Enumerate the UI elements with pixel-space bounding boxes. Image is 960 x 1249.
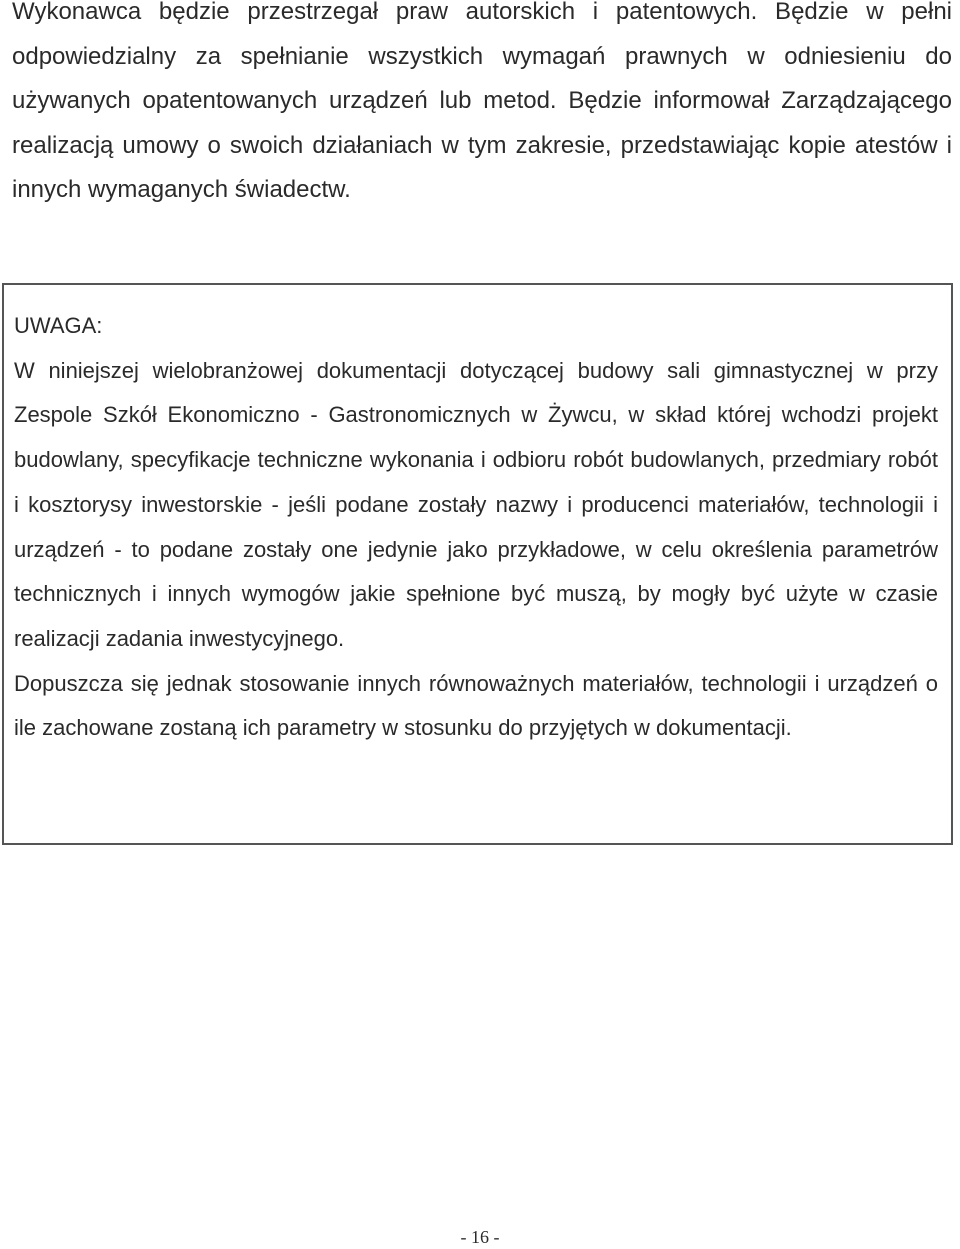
notice-heading: UWAGA: [14, 313, 103, 338]
notice-content [14, 304, 938, 751]
intro-paragraph: Wykonawca będzie przestrzegał praw autorskich i patentowych. Będzie w pełni odpowiedzialny za spełnianie wszystkich wymagań prawnych w odniesieniu do używanych opatentowanych urządzeń lub metod. Będzie informował Zarządzającego realizacją umowy o swoich działaniach w tym zakresie, przedstawiając kopie atestów i innych wymaganych świadectw. [12, 0, 952, 204]
page-number: - 16 - [460, 1227, 500, 1247]
notice-box [2, 283, 953, 845]
notice-paragraph-2: Dopuszcza się jednak stosowanie innych równoważnych materiałów, technologii i urządzeń o ile zachowane zostaną ich parametry w stosunku do przyjętych w dokumentacji. [14, 670, 938, 741]
notice-paragraph-1: W niniejszej wielobranżowej dokumentacji dotyczącej budowy sali gimnastycznej w przy Zespole Szkół Ekonomiczno - Gastronomicznych w Żywcu, w skład której wchodzi projekt budowlany, specyfikacje techniczne wykonania i odbioru robót budowlanych, przedmiary robót i kosztorysy inwestorskie - jeśli podane zostały nazwy i producenci materiałów, technologii i urządzeń - to podane zostały one jedynie jako przykładowe, w celu określenia parametrów technicznych i innych wymogów jakie spełnione być muszą, by mogły być użyte w czasie realizacji zadania inwestycyjnego. [14, 357, 938, 651]
